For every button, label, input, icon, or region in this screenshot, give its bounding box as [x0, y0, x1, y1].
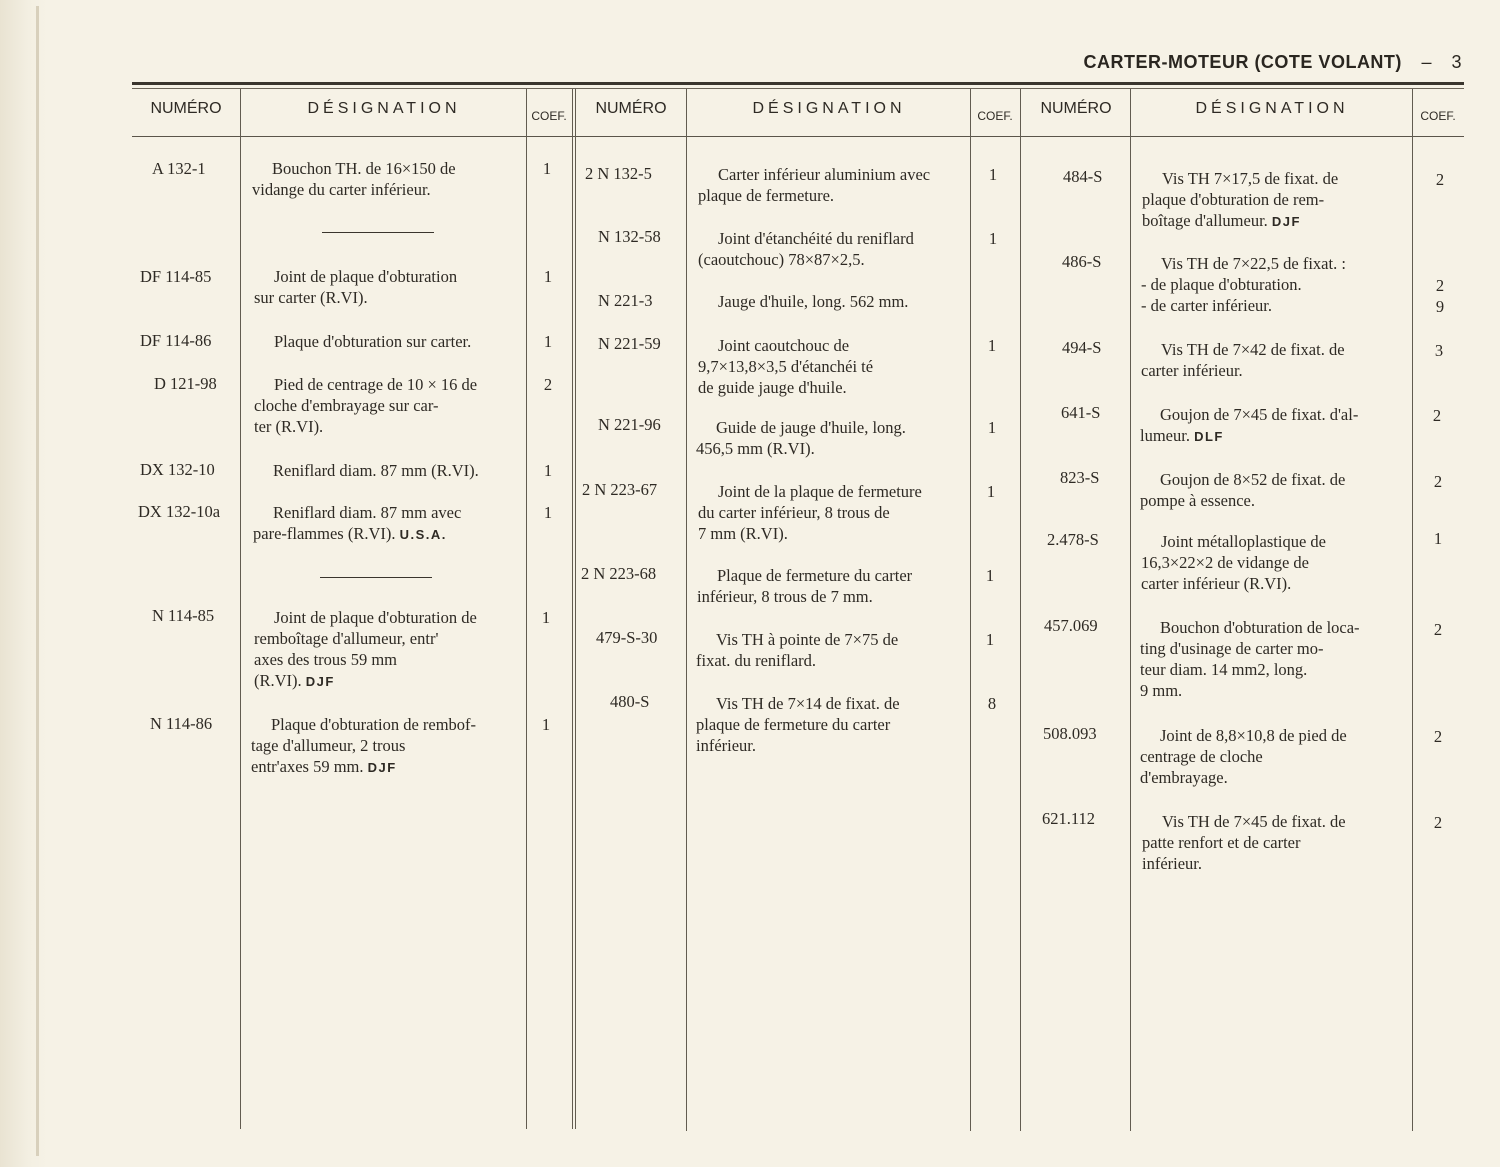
- part-designation: Joint d'étanchéité du reniflard (caoutchouc) 78×87×2,5.: [698, 229, 914, 269]
- part-designation: Plaque d'obturation sur carter.: [274, 332, 472, 351]
- market-tag: DJF: [305, 674, 335, 689]
- part-designation: Joint métalloplastique de 16,3×22×2 de vidange de carter inférieur (R.VI).: [1141, 532, 1326, 593]
- part-designation: Vis TH de 7×14 de fixat. de plaque de fermeture du carter inférieur.: [696, 694, 900, 755]
- part-coef: 1: [988, 229, 998, 248]
- col2-numero-header: NUMÉRO: [595, 100, 667, 117]
- part-designation: Joint caoutchouc de 9,7×13,8×3,5 d'étanchéi té de guide jauge d'huile.: [698, 336, 874, 397]
- col3-divider-b: [1412, 89, 1413, 1131]
- part-number: 494-S: [1062, 338, 1102, 357]
- market-tag: DJF: [1271, 214, 1301, 229]
- part-coef: 1: [543, 267, 553, 286]
- part-coef: 1: [542, 159, 552, 178]
- part-number: 479-S-30: [596, 628, 658, 647]
- part-designation: Vis TH de 7×22,5 de fixat. : - de plaque d'obturation. - de carter inférieur.: [1141, 254, 1346, 315]
- group-separator: [322, 232, 434, 233]
- part-coef: 1: [987, 336, 997, 355]
- part-designation: Guide de jauge d'huile, long. 456,5 mm (R.VI).: [696, 418, 906, 458]
- top-rule-thin: [132, 88, 1464, 89]
- part-coef: 1: [985, 630, 995, 649]
- part-number: 2.478-S: [1047, 530, 1099, 549]
- block-divider-1b: [575, 89, 576, 1129]
- part-number: 641-S: [1061, 403, 1101, 422]
- part-coef-secondary: 9: [1435, 297, 1445, 316]
- part-designation: Jauge d'huile, long. 562 mm.: [718, 292, 909, 311]
- part-coef: 2: [1435, 170, 1445, 189]
- part-designation: Reniflard diam. 87 mm (R.VI).: [273, 461, 479, 480]
- part-coef: 2: [1435, 276, 1445, 295]
- part-number: 2 N 223-68: [581, 564, 657, 583]
- part-designation: Carter inférieur aluminium avec plaque de fermeture.: [698, 165, 931, 205]
- col2-divider-a: [686, 89, 687, 1131]
- part-number: N 114-85: [152, 606, 215, 625]
- part-coef: 1: [987, 418, 997, 437]
- part-coef: 1: [985, 566, 995, 585]
- col2-divider-b: [970, 89, 971, 1131]
- part-coef: 2: [1433, 813, 1443, 832]
- market-tag: DJF: [367, 760, 397, 775]
- part-designation: Reniflard diam. 87 mm avec pare-flammes (R.VI). U.S.A.: [253, 503, 462, 543]
- part-coef: 1: [988, 165, 998, 184]
- col2-designation-header: DÉSIGNATION: [752, 100, 906, 117]
- part-number: DX 132-10: [140, 460, 215, 479]
- page-number: 3: [1451, 52, 1462, 72]
- col1-divider-a: [240, 89, 241, 1129]
- part-designation: Joint de 8,8×10,8 de pied de centrage de cloche d'embrayage.: [1140, 726, 1347, 787]
- part-number: N 132-58: [598, 227, 661, 246]
- part-number: D 121-98: [154, 374, 217, 393]
- part-designation: Goujon de 7×45 de fixat. d'al- lumeur. DLF: [1140, 405, 1359, 445]
- part-coef: 8: [987, 694, 997, 713]
- part-coef: 1: [543, 461, 553, 480]
- part-coef: 1: [543, 332, 553, 351]
- part-number: N 114-86: [150, 714, 213, 733]
- header-dash: –: [1421, 52, 1432, 72]
- part-designation: Bouchon TH. de 16×150 de vidange du carter inférieur.: [252, 159, 456, 199]
- part-number: DF 114-86: [140, 331, 212, 350]
- col1-designation-header: DÉSIGNATION: [307, 100, 461, 117]
- part-designation: Vis TH 7×17,5 de fixat. de plaque d'obturation de rem- boîtage d'allumeur. DJF: [1142, 169, 1339, 230]
- part-coef: 1: [541, 715, 551, 734]
- part-coef: 1: [986, 482, 996, 501]
- part-number: N 221-59: [598, 334, 661, 353]
- part-number: 2 N 132-5: [585, 164, 652, 183]
- part-number: 484-S: [1063, 167, 1103, 186]
- part-coef: 1: [1433, 529, 1443, 548]
- part-designation: Joint de plaque d'obturation sur carter (R.VI).: [254, 267, 458, 307]
- top-rule: [132, 82, 1464, 85]
- col1-divider-b: [526, 89, 527, 1129]
- part-designation: Bouchon d'obturation de loca- ting d'usinage de carter mo- teur diam. 14 mm2, long. 9 mm.: [1140, 618, 1360, 700]
- part-number: 486-S: [1062, 252, 1102, 271]
- part-number: 457.069: [1044, 616, 1098, 635]
- col3-coef-header: COEF.: [1420, 109, 1456, 123]
- part-number: 480-S: [610, 692, 650, 711]
- part-coef: 2: [1433, 472, 1443, 491]
- page-binding-edge: [36, 6, 39, 1156]
- part-designation: Joint de plaque d'obturation de remboîtage d'allumeur, entr' axes des trous 59 mm (R.VI). DJF: [254, 608, 477, 690]
- part-designation: Vis TH à pointe de 7×75 de fixat. du reniflard.: [696, 630, 899, 670]
- part-coef: 1: [541, 608, 551, 627]
- part-number: N 221-3: [598, 291, 653, 310]
- part-coef: 1: [543, 503, 553, 522]
- part-designation: Joint de la plaque de fermeture du carter inférieur, 8 trous de 7 mm (R.VI).: [698, 482, 922, 543]
- col3-designation-header: DÉSIGNATION: [1195, 100, 1349, 117]
- part-number: N 221-96: [598, 415, 661, 434]
- part-number: 823-S: [1060, 468, 1100, 487]
- col2-coef-header: COEF.: [977, 109, 1013, 123]
- part-number: DX 132-10a: [138, 502, 221, 521]
- part-coef: 2: [1433, 620, 1443, 639]
- part-number: 2 N 223-67: [582, 480, 658, 499]
- page-binding-shadow: [0, 0, 48, 1167]
- page-header: [1083, 52, 1462, 73]
- market-tag: U.S.A.: [399, 527, 447, 542]
- col1-coef-header: COEF.: [531, 109, 567, 123]
- col3-divider-a: [1130, 89, 1131, 1131]
- part-designation: Vis TH de 7×45 de fixat. de patte renfort et de carter inférieur.: [1142, 812, 1346, 873]
- part-number: 621.112: [1042, 809, 1096, 828]
- part-coef: 2: [1433, 727, 1443, 746]
- block-divider-2: [1020, 89, 1021, 1131]
- col3-numero-header: NUMÉRO: [1040, 100, 1112, 117]
- section-title: CARTER-MOTEUR (COTE VOLANT): [1083, 52, 1402, 72]
- part-designation: Pied de centrage de 10 × 16 de cloche d'embrayage sur car- ter (R.VI).: [254, 375, 478, 436]
- part-number: DF 114-85: [140, 267, 212, 286]
- part-designation: Plaque de fermeture du carter inférieur, 8 trous de 7 mm.: [697, 566, 913, 606]
- block-divider-1: [572, 89, 573, 1129]
- part-coef: 2: [1432, 406, 1442, 425]
- part-number: 508.093: [1043, 724, 1097, 743]
- part-designation: Plaque d'obturation de rembof- tage d'allumeur, 2 trous entr'axes 59 mm. DJF: [251, 715, 477, 776]
- col1-numero-header: NUMÉRO: [150, 100, 222, 117]
- part-designation: Goujon de 8×52 de fixat. de pompe à essence.: [1140, 470, 1346, 510]
- part-coef: 2: [543, 375, 553, 394]
- part-number: A 132-1: [152, 159, 206, 178]
- part-designation: Vis TH de 7×42 de fixat. de carter inférieur.: [1141, 340, 1345, 380]
- part-coef: 3: [1434, 341, 1444, 360]
- group-separator: [320, 577, 432, 578]
- header-rule: [132, 136, 1464, 137]
- market-tag: DLF: [1194, 429, 1224, 444]
